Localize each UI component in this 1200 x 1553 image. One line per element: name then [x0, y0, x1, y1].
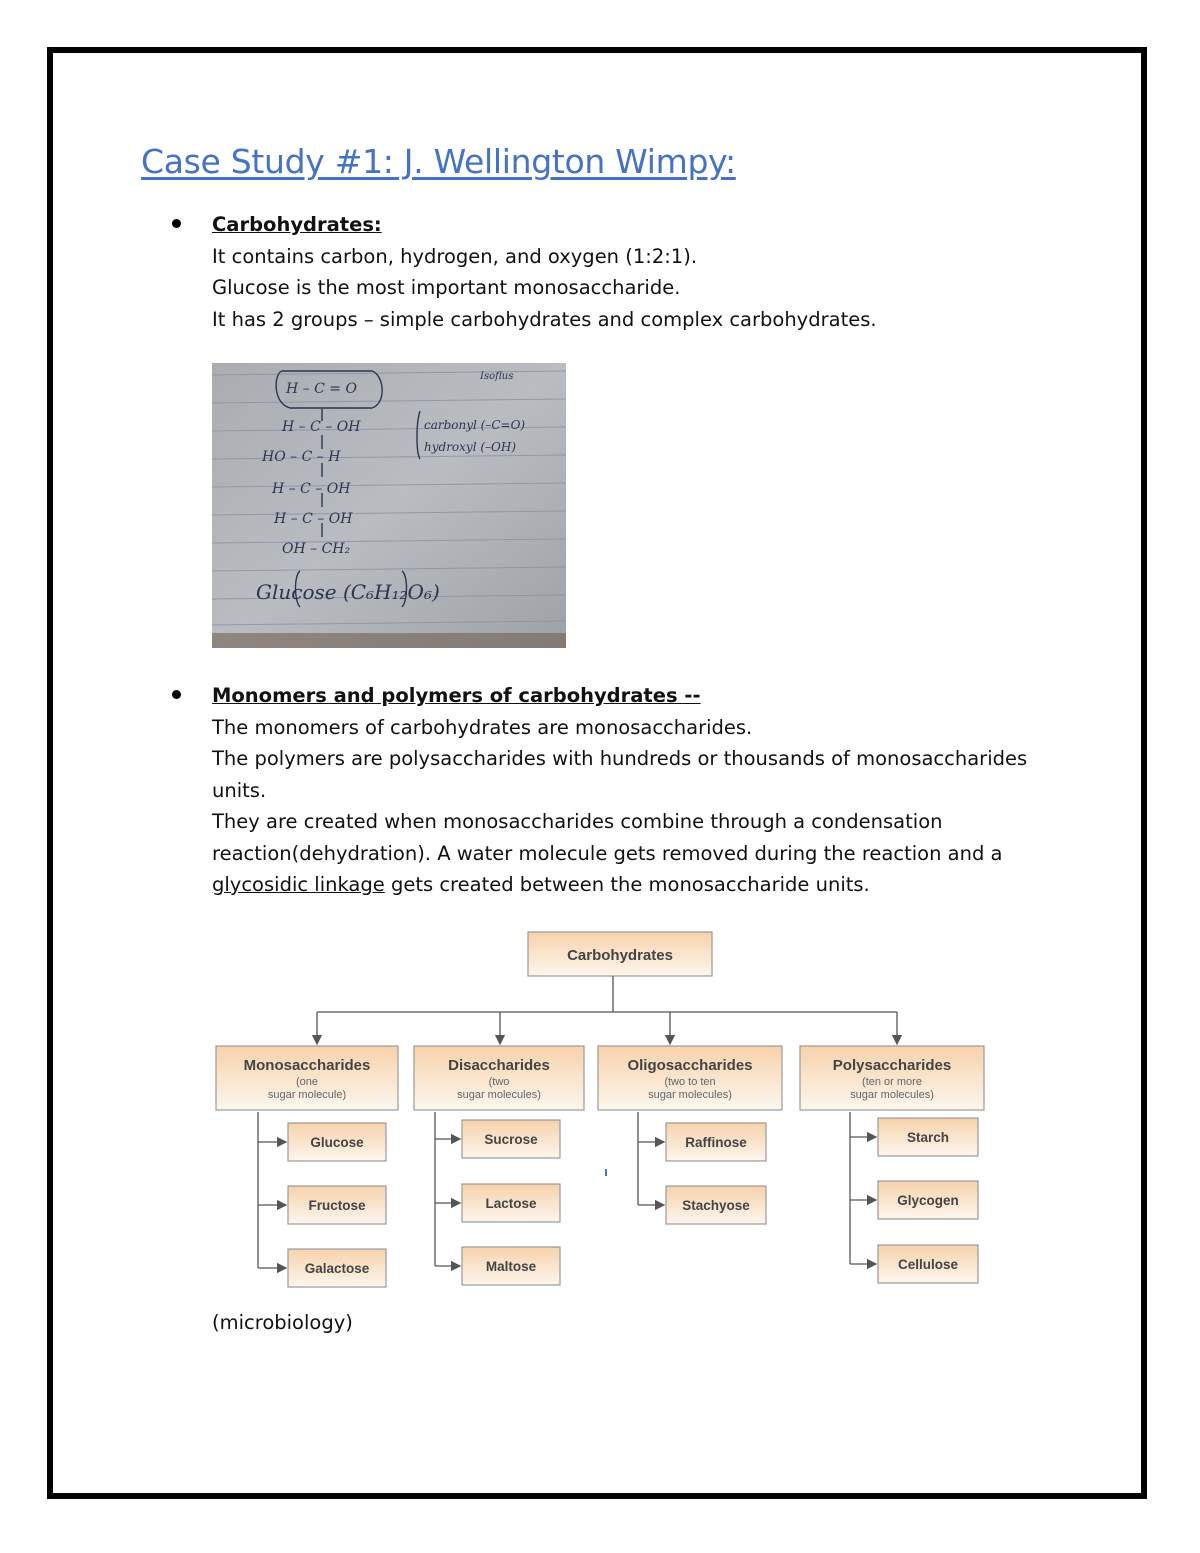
group-subtitle: (one [295, 1076, 319, 1088]
group-subtitle: sugar molecules) [648, 1089, 732, 1101]
group-subtitle: (ten or more [862, 1076, 922, 1088]
leaf-starch [878, 1118, 978, 1156]
group-subtitle: sugar molecules) [457, 1089, 541, 1101]
group-oligosaccharides [598, 1046, 782, 1110]
carbohydrate-classification-diagram [200, 920, 1000, 1300]
leaf-raffinose [666, 1123, 766, 1161]
leaf-cellulose [878, 1245, 978, 1283]
photo-tag: Isoflus [480, 371, 514, 382]
bullet-icon [172, 219, 181, 228]
root-label: Carbohydrates [567, 947, 673, 964]
section-monomers-polymers [212, 680, 1027, 901]
text-line: Glucose is the most important monosaccharide. [212, 276, 681, 299]
text-line: reaction(dehydration). A water molecule gets removed during the reaction and a [212, 841, 1003, 865]
group-monosaccharides [216, 1046, 398, 1110]
leaf-label: Starch [906, 1130, 950, 1145]
structure-line: H – C – OH [274, 511, 353, 527]
group-subtitle: sugar molecule) [267, 1089, 347, 1101]
text-line: It has 2 groups – simple carbohydrates and complex carbohydrates. [212, 307, 877, 331]
glucose-label: Glucose (C₆H₁₂O₆) [256, 580, 440, 604]
text-line: The monomers of carbohydrates are monosaccharides. [212, 715, 753, 739]
text-line: It contains carbon, hydrogen, and oxygen (1:2:1). [212, 244, 698, 268]
group-subtitle: (two to ten [664, 1076, 716, 1088]
leaf-glucose [288, 1123, 386, 1161]
group-polysaccharides [800, 1046, 984, 1110]
group-subtitle: sugar molecules) [850, 1089, 934, 1101]
leaf-label: Sucrose [484, 1132, 538, 1147]
group-title: Oligosaccharides [627, 1057, 753, 1074]
group-title: Disaccharides [448, 1057, 550, 1074]
bullet-icon [172, 690, 181, 699]
leaf-label: Maltose [485, 1259, 537, 1274]
structure-line: HO – C – H [262, 449, 341, 465]
leaf-label: Fructose [308, 1198, 366, 1213]
leaf-label: Glycogen [897, 1193, 959, 1208]
text-line: The polymers are polysaccharides with hundreds or thousands of monosaccharides [212, 747, 1028, 770]
leaf-fructose [288, 1186, 386, 1224]
group-title: Polysaccharides [832, 1057, 952, 1074]
leaf-label: Galactose [304, 1261, 370, 1276]
note-line: hydroxyl (–OH) [424, 440, 517, 454]
section-carbohydrates [212, 209, 877, 335]
leaf-label: Lactose [485, 1196, 537, 1211]
leaf-lactose [462, 1184, 560, 1222]
text-line [212, 869, 1027, 901]
page-title: Case Study #1: J. Wellington Wimpy: [141, 142, 736, 181]
group-subtitle: (two [488, 1076, 510, 1088]
text-fragment: gets created between the monosaccharide units. [384, 873, 870, 896]
diagram-caption: (microbiology) [212, 1311, 353, 1334]
note-line: carbonyl (–C=O) [424, 418, 526, 432]
structure-line: H – C = O [286, 381, 357, 397]
text-line: units. [212, 778, 267, 802]
group-disaccharides [414, 1046, 584, 1110]
group-title: Monosaccharides [243, 1057, 371, 1074]
structure-line: H – C – OH [282, 419, 361, 435]
leaf-galactose [288, 1249, 386, 1287]
structure-line: OH – CH₂ [282, 541, 351, 557]
leaf-label: Raffinose [685, 1135, 747, 1150]
section-heading: Monomers and polymers of carbohydrates -- [212, 684, 701, 707]
structure-line: H – C – OH [272, 481, 351, 497]
leaf-label: Stachyose [682, 1198, 750, 1213]
leaf-sucrose [462, 1120, 560, 1158]
text-cursor-mark [605, 1169, 607, 1176]
glycosidic-linkage-term: glycosidic linkage [212, 873, 385, 896]
text-line: They are created when monosaccharides combine through a condensation [212, 810, 943, 833]
glucose-structure-photo [212, 363, 566, 648]
leaf-maltose [462, 1247, 560, 1285]
section-heading: Carbohydrates: [212, 213, 382, 236]
leaf-glycogen [878, 1181, 978, 1219]
leaf-stachyose [666, 1186, 766, 1224]
leaf-label: Glucose [310, 1135, 364, 1150]
leaf-label: Cellulose [897, 1257, 959, 1272]
